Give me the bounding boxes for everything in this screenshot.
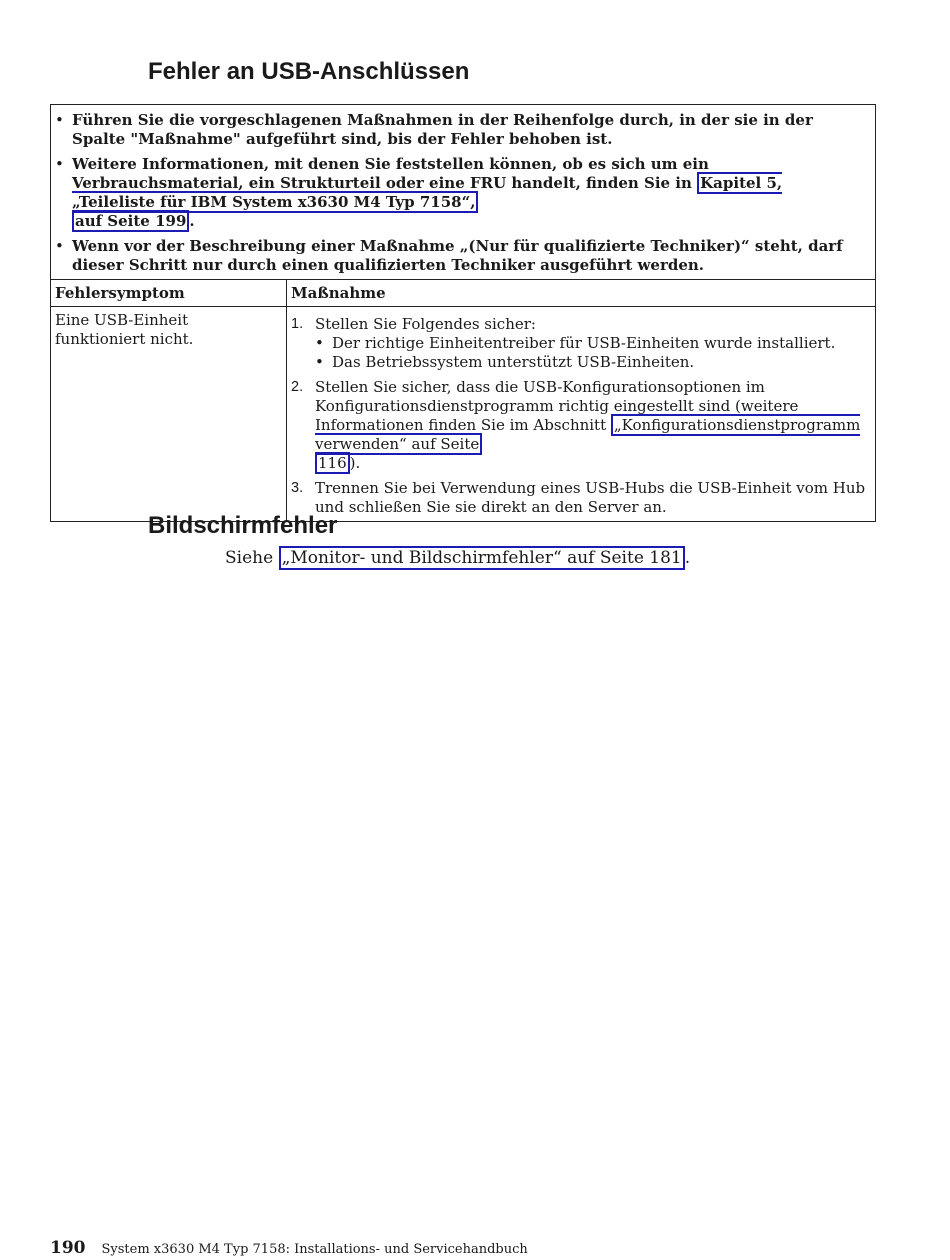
action-step: [291, 315, 869, 372]
bullet-icon: •: [315, 334, 324, 352]
see-also-line: [225, 547, 690, 569]
sub-item: [315, 353, 869, 372]
notes-row: [51, 105, 876, 280]
cross-reference-link[interactable]: Kapitel 5, „Teileliste für IBM System x3630 M4 Typ 7158“,: [72, 174, 783, 211]
step-text: Stellen Sie Folgendes sicher:: [315, 315, 536, 333]
sub-item-text: Der richtige Einheitentreiber für USB-Einheiten wurde installiert.: [332, 334, 836, 352]
section-title-screen: Bildschirmfehler: [148, 512, 338, 539]
cross-reference-link[interactable]: „Monitor- und Bildschirmfehler“ auf Seite 181: [279, 546, 685, 570]
sub-item: [315, 334, 869, 353]
column-header-action: Maßnahme: [287, 280, 876, 307]
step-text: Trennen Sie bei Verwendung eines USB-Hubs die USB-Einheit vom Hub und schließen Sie sie direkt an den Server an.: [315, 479, 866, 516]
table-row: [51, 307, 876, 522]
page-number: 190: [50, 1238, 86, 1258]
note-item: [55, 155, 869, 231]
cross-reference-link-continued[interactable]: 116: [315, 452, 350, 474]
symptom-cell: Eine USB-Einheit funktioniert nicht.: [51, 307, 287, 522]
see-suffix: .: [684, 548, 691, 568]
cross-reference-link[interactable]: „Konfigurationsdienstprogramm verwenden“ auf Seite: [315, 416, 861, 453]
table-header-row: [51, 280, 876, 307]
step-text: Stellen Sie sicher, dass die USB-Konfigurationsoptionen im Konfigurationsdienstprogramm richtig eingestellt sind (weitere Informationen finden Sie im Abschnitt: [315, 378, 799, 434]
section-title-usb: Fehler an USB-Anschlüssen: [148, 58, 470, 85]
action-step: [291, 479, 869, 517]
cross-reference-link-continued[interactable]: auf Seite 199: [72, 210, 189, 232]
note-text: Weitere Informationen, mit denen Sie feststellen können, ob es sich um ein Verbrauchsmaterial, ein Strukturteil oder eine FRU handelt, finden Sie in: [72, 155, 709, 192]
bullet-icon: •: [55, 237, 64, 255]
notes-cell: [51, 105, 876, 280]
step-text-end: ).: [349, 454, 361, 472]
step-number: 1.: [291, 316, 304, 332]
page-footer: [50, 1238, 528, 1258]
note-item: [55, 111, 869, 149]
note-text-end: .: [189, 212, 195, 230]
step-number: 2.: [291, 379, 304, 395]
note-text: Führen Sie die vorgeschlagenen Maßnahmen in der Reihenfolge durch, in der sie in der Spalte "Maßnahme" aufgeführt sind, bis der Fehler behoben ist.: [72, 111, 813, 148]
bullet-icon: •: [315, 353, 324, 371]
bullet-icon: •: [55, 111, 64, 129]
note-item: [55, 237, 869, 275]
sub-item-text: Das Betriebssystem unterstützt USB-Einheiten.: [332, 353, 695, 371]
action-cell: [287, 307, 876, 522]
step-number: 3.: [291, 480, 304, 496]
note-text: Wenn vor der Beschreibung einer Maßnahme „(Nur für qualifizierte Techniker)“ steht, darf dieser Schritt nur durch einen qualifizierten Techniker ausgeführt werden.: [72, 237, 843, 274]
footer-doc-title: System x3630 M4 Typ 7158: Installations- und Servicehandbuch: [101, 1242, 528, 1257]
usb-error-table: [50, 104, 876, 522]
see-prefix: Siehe: [225, 548, 279, 568]
bullet-icon: •: [55, 155, 64, 173]
column-header-symptom: Fehlersymptom: [51, 280, 287, 307]
action-step: [291, 378, 869, 473]
